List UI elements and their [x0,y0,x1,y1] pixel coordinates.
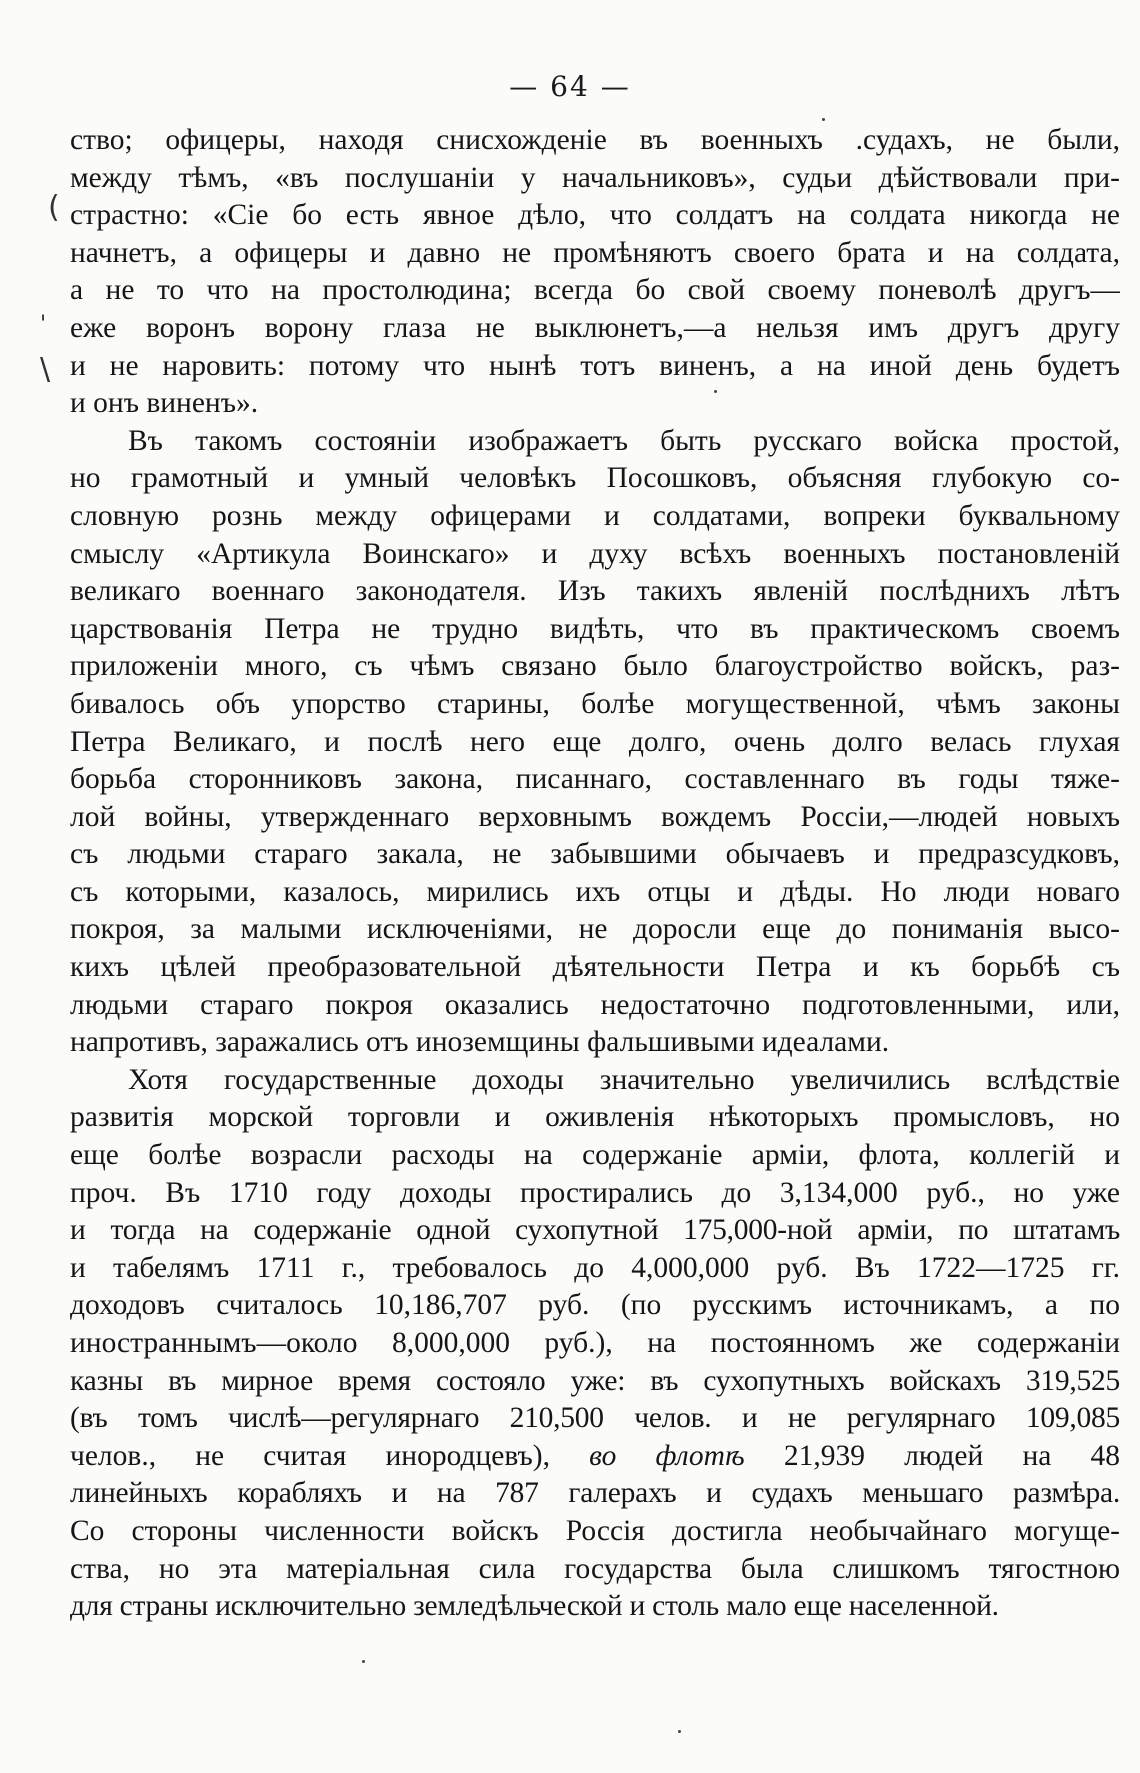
paragraph-3 [70,1062,1120,1626]
text-line: Хотя государственные доходы значительно увеличились вслѣдствіе [128,1063,1120,1096]
text-line: великаго военнаго законодателя. Изъ такихъ явленій послѣднихъ лѣтъ [70,575,1120,608]
text-line: страстно: «Сіе бо есть явное дѣло, что солдатъ на солдата никогда не [70,199,1120,232]
paragraph-1 [70,122,1120,423]
text-line: и онъ виненъ». [70,387,259,420]
text-line: Петра Великаго, и послѣ него еще долго, очень долго велась глухая [70,725,1120,758]
text-line: покроя, за малыми исключеніями, не доросли еще до пониманія высо- [70,913,1120,946]
text-line: и табелямъ 1711 г., требовалось до 4,000,000 руб. Въ 1722—1725 гг. [70,1251,1120,1284]
text-line: иностраннымъ—около 8,000,000 руб.), на постоянномъ же содержаніи [70,1327,1120,1359]
text-line: Въ такомъ состояніи изображаетъ быть русскаго войска простой, [128,424,1120,457]
text-line: и тогда на содержаніе одной сухопутной 175,000-ной арміи, по штатамъ [70,1214,1120,1247]
text-line: еже воронъ ворону глаза не выклюнетъ,—а нельзя имъ другъ другу [70,311,1120,344]
text-line: (въ томъ числѣ—регулярнаго 210,500 челов. и не регулярнаго 109,085 [70,1402,1120,1435]
margin-bracket-mark: ( [48,190,60,225]
text-line: ство; офицеры, находя снисхожденіе въ военныхъ .судахъ, не были, [70,124,1120,156]
text-line: людьми стараго покроя оказались недостаточно подготовленными, или, [70,988,1120,1021]
page-number: — 64 — [509,70,631,103]
text-line: ства, но эта матеріальная сила государства была слишкомъ тягостною [70,1552,1120,1585]
print-speck [678,1730,681,1733]
text-line: а не то что на простолюдина; всегда бо свой своему поневолѣ другъ— [70,274,1120,307]
text-line: проч. Въ 1710 году доходы простирались до 3,134,000 руб., но уже [70,1176,1120,1209]
print-speck [822,118,825,121]
text-line: приложеніи много, съ чѣмъ связано было благоустройство войскъ, раз- [70,650,1120,683]
print-speck [362,1660,365,1663]
text-line: напротивъ, заражались отъ иноземщины фальшивыми идеалами. [70,1026,890,1059]
text-line: но грамотный и умный человѣкъ Посошковъ, объясняя глубокую со- [70,462,1120,495]
text-line: между тѣмъ, «въ послушаніи у начальниковъ», судьи дѣйствовали при- [70,161,1120,194]
margin-slash-mark: \ [40,352,51,387]
text-line: смыслу «Артикула Воинскаго» и духу всѣхъ военныхъ постановленій [70,537,1120,570]
text-line-with-italic: челов., не считая инородцевъ), во флотѣ 21,939 людей на 48 [70,1439,1120,1472]
text-line: доходовъ считалось 10,186,707 руб. (по русскимъ источникамъ, а по [70,1289,1120,1322]
text-line: съ которыми, казалось, мирились ихъ отцы и дѣды. Но люди новаго [70,875,1120,908]
text-line: бивалось объ упорство старины, болѣе могущественной, чѣмъ законы [70,687,1120,720]
text-line: развитія морской торговли и оживленія нѣкоторыхъ промысловъ, но [70,1101,1120,1134]
text-line: лой войны, утвержденнаго верховнымъ вождемъ Россіи,—людей новыхъ [70,800,1120,833]
text-line: линейныхъ корабляхъ и на 787 галерахъ и судахъ меньшаго размѣра. [70,1477,1120,1510]
body-text [70,122,1120,1626]
text-line: для страны исключительно земледѣльческой и столь мало еще населенной. [70,1590,999,1623]
margin-tick-mark: ' [40,312,47,337]
text-line: съ людьми стараго закала, не забывшими обычаевъ и предразсудковъ, [70,838,1120,871]
text-line: еще болѣе возрасли расходы на содержаніе арміи, флота, коллегій и [70,1139,1120,1172]
text-line: и не наровить: потому что нынѣ тотъ виненъ, а на иной день будетъ [70,349,1120,382]
text-line: царствованія Петра не трудно видѣть, что въ практическомъ своемъ [70,612,1120,645]
text-line: казны въ мирное время состояло уже: въ сухопутныхъ войскахъ 319,525 [70,1364,1120,1397]
text-line: словную рознь между офицерами и солдатами, вопреки буквальному [70,499,1120,532]
text-line: Со стороны численности войскъ Россія достигла необычайнаго могуще- [70,1514,1120,1547]
text-line: кихъ цѣлей преобразовательной дѣятельности Петра и къ борьбѣ съ [70,951,1120,984]
text-line: начнетъ, а офицеры и давно не промѣняютъ своего брата и на солдата, [70,236,1120,269]
paragraph-2 [70,423,1120,1062]
text-line: борьба сторонниковъ закона, писаннаго, составленнаго въ годы тяже- [70,763,1120,796]
italic-phrase: во флотѣ [589,1439,745,1472]
